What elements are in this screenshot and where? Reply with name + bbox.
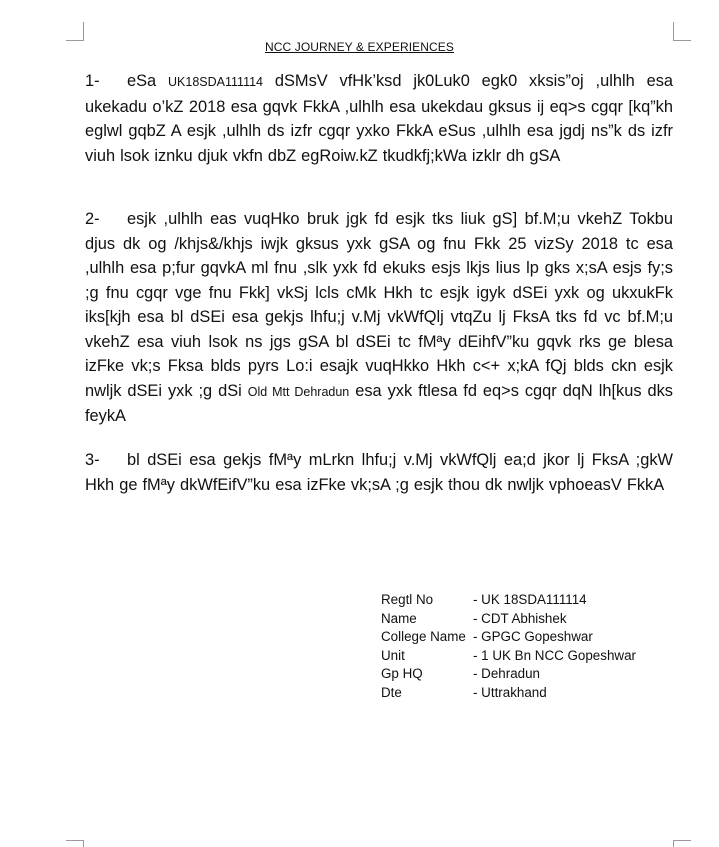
detail-label: Unit [381, 647, 405, 663]
registration-code: UK18SDA111114 [168, 75, 264, 89]
paragraph-number: 3- [85, 451, 100, 469]
paragraph-text: bl dSEi esa gekjs fMªy mLrkn lhfu;j v.Mj vkWfQlj ea;d jkor lj FksA ;gkW Hkh ge fMªy dkWfEifV”ku esa izFke vk;sA ;g esjk thou dk nwljk vphoeasV FkkA [85, 451, 673, 494]
detail-row [381, 610, 636, 629]
detail-row [381, 628, 636, 647]
detail-row [381, 647, 636, 666]
detail-label: Regtl No [381, 592, 434, 607]
paragraph-1 [85, 69, 673, 168]
detail-label: Gp HQ [381, 666, 423, 681]
detail-row [381, 591, 636, 610]
detail-value: - GPGC Gopeshwar [473, 629, 593, 644]
detail-value: - Dehradun [473, 666, 540, 681]
paragraph-text: esjk ,ulhlh eas vuqHko bruk jgk fd esjk tks liuk gS] bf.M;u vkehZ Tokbu djus dk og /khjs&/khjs iwjk gksus yxk gSA og fnu Fkk 25 vizSy 2018 tc esa ,ulhlh esa p;fur gqvkA ml fnu ,slk yxk fd ekuks esjs lkjs lius lp gks x;sA esjs fy;s ;g fnu cgqr vge fnu Fkk] vkSj lcls cMk Hkh tc esjk igyk dSEi yxk og ukxukFk iks[kjh esa bl dSEi esa gekjs lhfu;j v.Mj vkWfQlj vtqZu lj FksA tks fd vc bf.M;u vkehZ esa viuh lsok ns jgs gSA bl dSEi tc fMªy dEihfV”ku gqvk rks ge blesa izFke vk;s Fksa blds pyrs Lo:i esajk vuqHkko Hkh c<+ x;kA fQj blds ckn esjk nwljk dSEi yxk ;g dSi [85, 210, 673, 400]
detail-label: College Name [381, 629, 466, 644]
document-title: NCC JOURNEY & EXPERIENCES [265, 40, 454, 54]
detail-value: - Uttrakhand [473, 684, 547, 700]
detail-label: Name [381, 610, 417, 626]
paragraph-3 [85, 448, 673, 497]
detail-label: Dte [381, 684, 402, 700]
detail-row [381, 665, 636, 684]
paragraph-text: eSa [127, 72, 157, 90]
paragraph-number: 1- [85, 72, 100, 90]
detail-value: - CDT Abhishek [473, 610, 567, 626]
detail-value: - UK 18SDA111114 [473, 592, 587, 607]
paragraph-text: dSMsV vfHk’ksd jk0Luk0 egk0 xksis”oj ,ulhlh esa ukekadu o’kZ 2018 esa gqvk FkkA ,ulhlh esa ukekdau gksus ij eq>s cgqr [kq”kh eglwl gqbZ A esjk ,ulhlh ds izfr cgqr yxko FkkA eSus ,ulhlh esa jgdj ns”k ds izfr viuh lsok iznku djuk vkfn dbZ egRoiw.kZ tkudkfj;kWa izklr dh gSA [85, 72, 674, 165]
paragraph-number: 2- [85, 210, 100, 228]
margin-corner-top-left [66, 22, 84, 41]
paragraph-2 [85, 207, 673, 429]
detail-value: - 1 UK Bn NCC Gopeshwar [473, 647, 636, 663]
paragraph-text: esa yxk ftlesa fd eq>s cgqr dqN lh[kus dks feykA [85, 381, 674, 425]
camp-location: Old Mtt Dehradun [247, 384, 350, 399]
detail-row [381, 684, 636, 703]
cadet-details [381, 591, 636, 702]
margin-corner-top-right [673, 22, 691, 41]
